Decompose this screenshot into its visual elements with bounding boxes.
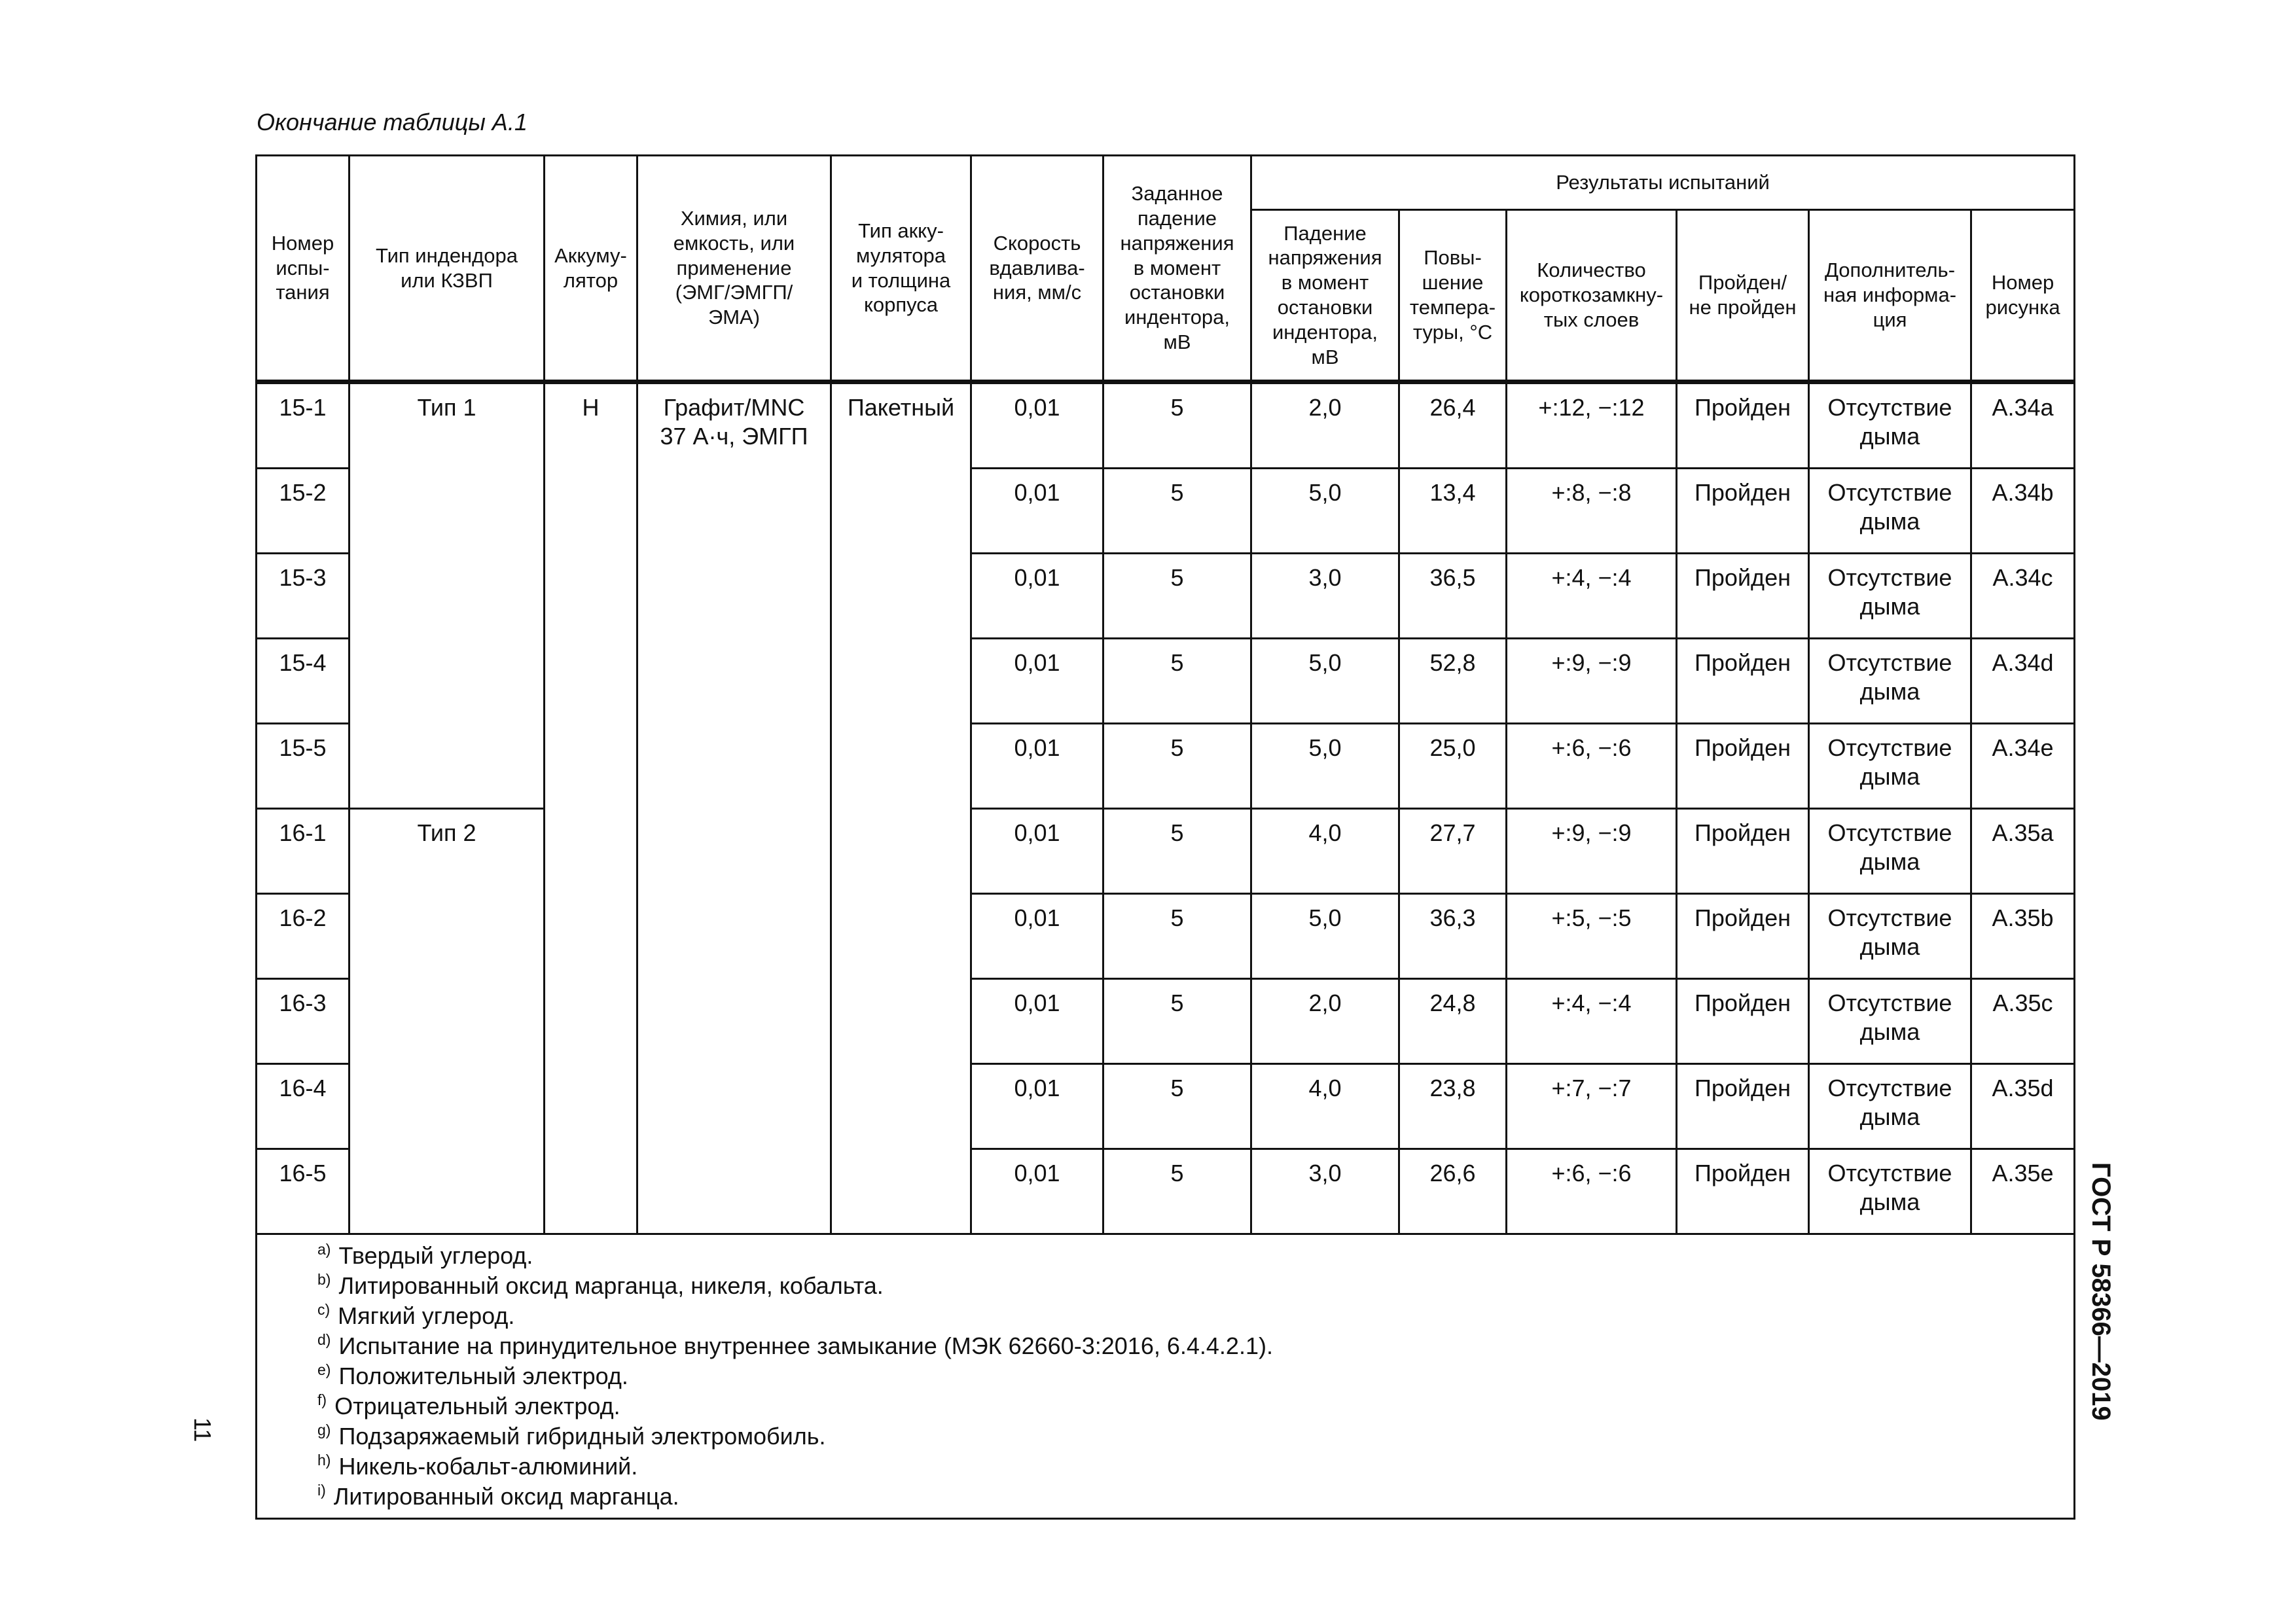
battery-type-cell: Пакетный [831, 382, 971, 1234]
temperature-cell: 26,4 [1399, 382, 1507, 469]
speed-cell: 0,01 [971, 724, 1103, 809]
info-cell: Отсутствие дыма [1809, 1064, 1971, 1149]
speed-cell: 0,01 [971, 382, 1103, 469]
layers-cell: +:5, −:5 [1507, 894, 1677, 979]
header-speed: Скорость вдавлива- ния, мм/с [971, 156, 1103, 382]
footnote: $^{a)}$ Твердый углерод. [317, 1241, 533, 1269]
table-row [257, 382, 2075, 469]
result-cell: Пройден [1677, 809, 1809, 894]
figure-cell: А.35b [1971, 894, 2075, 979]
figure-cell: А.35e [1971, 1149, 2075, 1234]
info-cell: Отсутствие дыма [1809, 382, 1971, 469]
footnote: $^{b)}$ Литированный оксид марганца, никеля, кобальта. [317, 1271, 884, 1299]
footnote: $^{e)}$ Положительный электрод. [317, 1361, 628, 1389]
figure-cell: А.34e [1971, 724, 2075, 809]
temperature-cell: 13,4 [1399, 469, 1507, 554]
result-cell: Пройден [1677, 1149, 1809, 1234]
info-cell: Отсутствие дыма [1809, 639, 1971, 724]
header-indenter-type: Тип индендора или КЗВП [350, 156, 545, 382]
result-cell: Пройден [1677, 382, 1809, 469]
test-number-cell: 16-4 [257, 1064, 350, 1149]
result-cell: Пройден [1677, 894, 1809, 979]
header-short-layers: Количество короткозамкну- тых слоев [1507, 210, 1677, 382]
accumulator-cell: Н [545, 382, 637, 1234]
test-number-cell: 15-4 [257, 639, 350, 724]
header-pass-fail: Пройден/ не пройден [1677, 210, 1809, 382]
test-number-cell: 15-3 [257, 554, 350, 639]
info-cell: Отсутствие дыма [1809, 554, 1971, 639]
set-drop-cell: 5 [1103, 724, 1251, 809]
info-cell: Отсутствие дыма [1809, 979, 1971, 1064]
temperature-cell: 25,0 [1399, 724, 1507, 809]
actual-drop-cell: 5,0 [1251, 469, 1399, 554]
set-drop-cell: 5 [1103, 469, 1251, 554]
info-cell: Отсутствие дыма [1809, 1149, 1971, 1234]
set-drop-cell: 5 [1103, 1064, 1251, 1149]
layers-cell: +:6, −:6 [1507, 724, 1677, 809]
temperature-cell: 36,5 [1399, 554, 1507, 639]
actual-drop-cell: 5,0 [1251, 894, 1399, 979]
result-cell: Пройден [1677, 469, 1809, 554]
test-number-cell: 15-2 [257, 469, 350, 554]
actual-drop-cell: 2,0 [1251, 979, 1399, 1064]
test-number-cell: 16-3 [257, 979, 350, 1064]
temperature-cell: 36,3 [1399, 894, 1507, 979]
header-results: Результаты испытаний [1251, 156, 2075, 210]
table-caption: Окончание таблицы А.1 [257, 109, 528, 135]
figure-cell: А.34c [1971, 554, 2075, 639]
test-number-cell: 15-5 [257, 724, 350, 809]
result-cell: Пройден [1677, 554, 1809, 639]
header-test-number: Номер испы- тания [257, 156, 350, 382]
info-cell: Отсутствие дыма [1809, 724, 1971, 809]
layers-cell: +:7, −:7 [1507, 1064, 1677, 1149]
speed-cell: 0,01 [971, 554, 1103, 639]
result-cell: Пройден [1677, 639, 1809, 724]
result-cell: Пройден [1677, 979, 1809, 1064]
standard-designation: ГОСТ Р 58366—2019 [2087, 1162, 2115, 1421]
header-figure-number: Номер рисунка [1971, 210, 2075, 382]
set-drop-cell: 5 [1103, 979, 1251, 1064]
set-drop-cell: 5 [1103, 809, 1251, 894]
speed-cell: 0,01 [971, 979, 1103, 1064]
indenter-type-cell: Тип 1 [350, 382, 545, 809]
set-drop-cell: 5 [1103, 894, 1251, 979]
speed-cell: 0,01 [971, 1064, 1103, 1149]
header-actual-voltage-drop: Падение напряжения в момент остановки индентора, мВ [1251, 210, 1399, 382]
layers-cell: +:9, −:9 [1507, 639, 1677, 724]
speed-cell: 0,01 [971, 894, 1103, 979]
indenter-type-cell: Тип 2 [350, 809, 545, 1234]
info-cell: Отсутствие дыма [1809, 894, 1971, 979]
speed-cell: 0,01 [971, 1149, 1103, 1234]
test-results-table [255, 154, 2075, 1520]
test-number-cell: 16-2 [257, 894, 350, 979]
page-number: 11 [189, 1418, 216, 1442]
figure-cell: А.35c [1971, 979, 2075, 1064]
temperature-cell: 27,7 [1399, 809, 1507, 894]
test-number-cell: 15-1 [257, 382, 350, 469]
set-drop-cell: 5 [1103, 1149, 1251, 1234]
result-cell: Пройден [1677, 724, 1809, 809]
actual-drop-cell: 5,0 [1251, 724, 1399, 809]
layers-cell: +:4, −:4 [1507, 554, 1677, 639]
figure-cell: А.34b [1971, 469, 2075, 554]
footnote: $^{i)}$ Литированный оксид марганца. [317, 1482, 679, 1510]
info-cell: Отсутствие дыма [1809, 469, 1971, 554]
actual-drop-cell: 4,0 [1251, 1064, 1399, 1149]
figure-cell: А.35d [1971, 1064, 2075, 1149]
table-row [257, 809, 2075, 894]
figure-cell: А.35a [1971, 809, 2075, 894]
test-number-cell: 16-1 [257, 809, 350, 894]
layers-cell: +:9, −:9 [1507, 809, 1677, 894]
chemistry-cell: Графит/MNC 37 А·ч, ЭМГП [637, 382, 831, 1234]
figure-cell: А.34a [1971, 382, 2075, 469]
set-drop-cell: 5 [1103, 382, 1251, 469]
footnote: $^{h)}$ Никель-кобальт-алюминий. [317, 1452, 638, 1480]
test-number-cell: 16-5 [257, 1149, 350, 1234]
header-additional-info: Дополнитель- ная информа- ция [1809, 210, 1971, 382]
footnote: $^{c)}$ Мягкий углерод. [317, 1301, 515, 1329]
header-chemistry: Химия, или емкость, или применение (ЭМГ/ЭМГП/ ЭМА) [637, 156, 831, 382]
header-accumulator: Аккуму- лятор [545, 156, 637, 382]
header-temperature-rise: Повы- шение темпера- туры, °С [1399, 210, 1507, 382]
set-drop-cell: 5 [1103, 639, 1251, 724]
speed-cell: 0,01 [971, 639, 1103, 724]
speed-cell: 0,01 [971, 469, 1103, 554]
info-cell: Отсутствие дыма [1809, 809, 1971, 894]
footnote: $^{f)}$ Отрицательный электрод. [317, 1391, 620, 1419]
set-drop-cell: 5 [1103, 554, 1251, 639]
footnote: $^{g)}$ Подзаряжаемый гибридный электромобиль. [317, 1421, 826, 1450]
table-footnotes [257, 1234, 2075, 1519]
speed-cell: 0,01 [971, 809, 1103, 894]
layers-cell: +:12, −:12 [1507, 382, 1677, 469]
notes-row [257, 1234, 2075, 1519]
temperature-cell: 26,6 [1399, 1149, 1507, 1234]
figure-cell: А.34d [1971, 639, 2075, 724]
actual-drop-cell: 5,0 [1251, 639, 1399, 724]
layers-cell: +:6, −:6 [1507, 1149, 1677, 1234]
footnote: $^{d)}$ Испытание на принудительное внутреннее замыкание (МЭК 62660-3:2016, 6.4.4.2.1). [317, 1331, 1273, 1359]
actual-drop-cell: 3,0 [1251, 554, 1399, 639]
temperature-cell: 24,8 [1399, 979, 1507, 1064]
layers-cell: +:8, −:8 [1507, 469, 1677, 554]
actual-drop-cell: 3,0 [1251, 1149, 1399, 1234]
header-set-voltage-drop: Заданное падение напряжения в момент остановки индентора, мВ [1103, 156, 1251, 382]
layers-cell: +:4, −:4 [1507, 979, 1677, 1064]
temperature-cell: 52,8 [1399, 639, 1507, 724]
actual-drop-cell: 2,0 [1251, 382, 1399, 469]
actual-drop-cell: 4,0 [1251, 809, 1399, 894]
result-cell: Пройден [1677, 1064, 1809, 1149]
header-battery-type: Тип акку- мулятора и толщина корпуса [831, 156, 971, 382]
temperature-cell: 23,8 [1399, 1064, 1507, 1149]
